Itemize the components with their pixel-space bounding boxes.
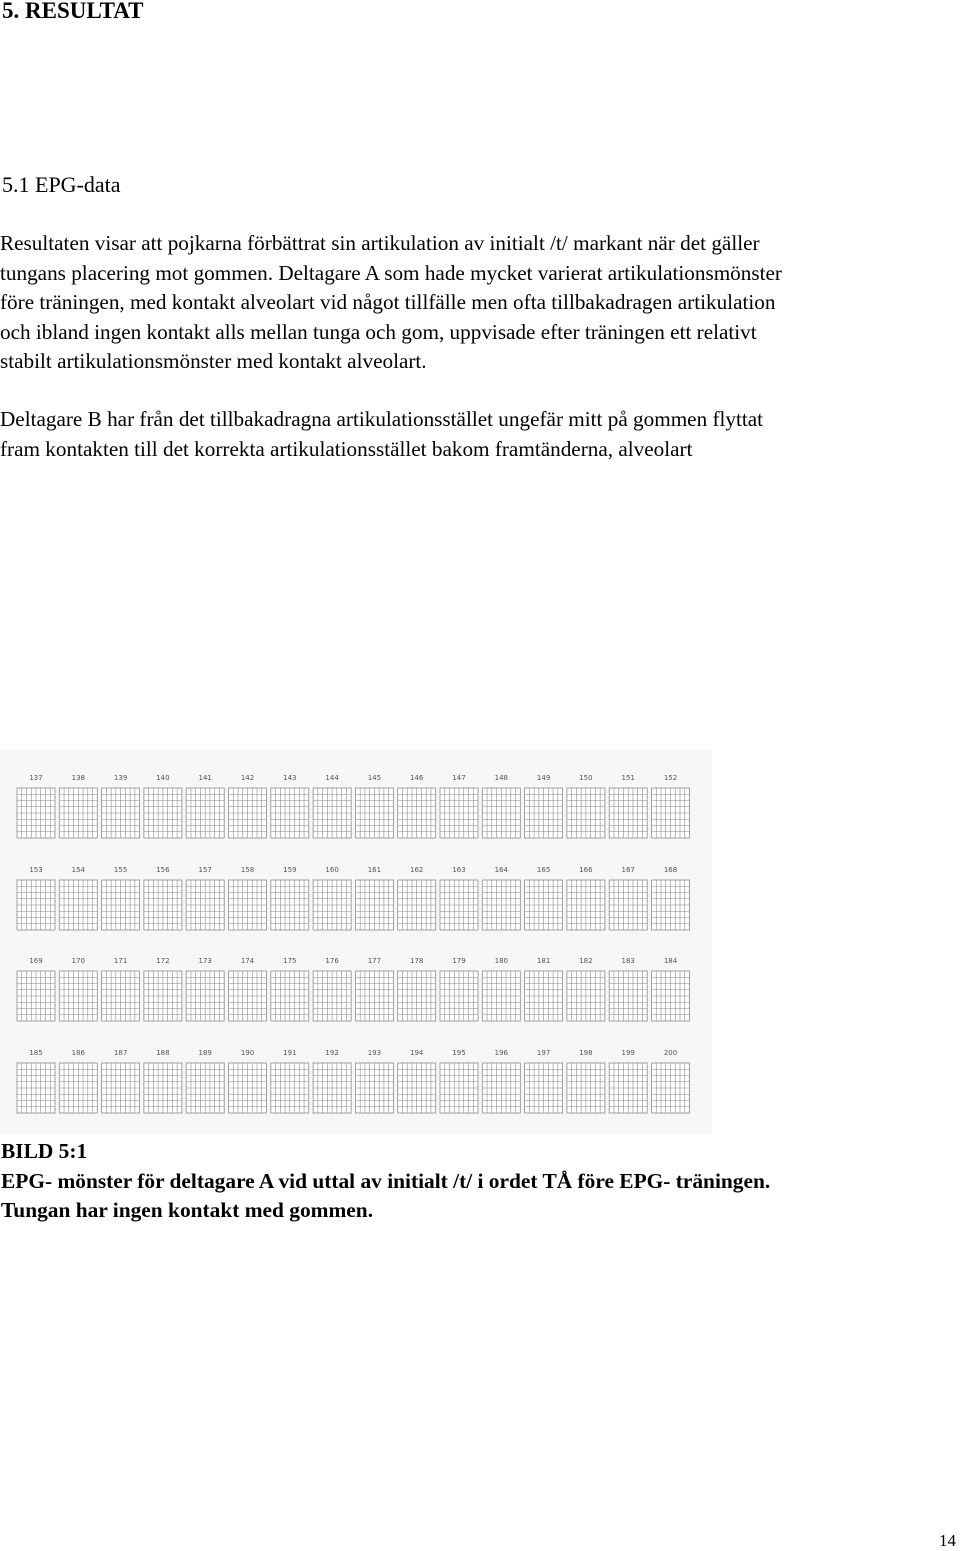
palatogram-frame bbox=[609, 880, 647, 930]
palatogram-frame bbox=[482, 971, 520, 1021]
frame-number-label: 166 bbox=[579, 866, 593, 874]
frame-number-label: 161 bbox=[367, 866, 382, 874]
frame-number-label: 179 bbox=[452, 957, 466, 965]
caption-label: BILD 5:1 bbox=[1, 1139, 88, 1163]
palatogram-frame bbox=[525, 880, 563, 930]
palatogram-frame bbox=[482, 788, 520, 838]
frame-number-label: 151 bbox=[621, 774, 635, 782]
frame-number-label: 191 bbox=[283, 1049, 297, 1057]
epg-frames-figure bbox=[0, 750, 712, 1134]
frame-number-label: 169 bbox=[29, 957, 43, 965]
palatogram-frame bbox=[440, 788, 478, 838]
palatogram-frame bbox=[398, 788, 436, 838]
palatogram-frame bbox=[144, 788, 182, 838]
frame-number-label: 193 bbox=[367, 1049, 382, 1057]
frame-number-label: 178 bbox=[410, 957, 424, 965]
palatogram-frame bbox=[482, 880, 520, 930]
palatogram-frame bbox=[567, 788, 605, 838]
frame-number-label: 177 bbox=[367, 957, 382, 965]
palatogram-frame bbox=[609, 971, 647, 1021]
palatogram-frame bbox=[398, 971, 436, 1021]
palatogram-frame bbox=[398, 1063, 436, 1113]
section-heading: 5. RESULTAT bbox=[2, 0, 144, 23]
frame-number-label: 187 bbox=[113, 1049, 128, 1057]
palatogram-frame bbox=[17, 880, 55, 930]
frame-number-label: 185 bbox=[29, 1049, 43, 1057]
palatogram-frame bbox=[355, 880, 393, 930]
palatogram-frame bbox=[355, 788, 393, 838]
frame-number-label: 181 bbox=[536, 957, 551, 965]
frame-number-label: 163 bbox=[452, 866, 466, 874]
frame-number-label: 141 bbox=[198, 774, 212, 782]
frame-number-label: 155 bbox=[113, 866, 128, 874]
palatogram-frame bbox=[652, 880, 690, 930]
frame-number-label: 165 bbox=[536, 866, 551, 874]
frame-number-label: 156 bbox=[156, 866, 170, 874]
frame-number-label: 188 bbox=[156, 1049, 170, 1057]
frame-number-label: 152 bbox=[663, 774, 678, 782]
frame-number-label: 196 bbox=[494, 1049, 508, 1057]
frame-number-label: 182 bbox=[579, 957, 593, 965]
caption-line: EPG- mönster för deltagare A vid uttal av initialt /t/ i ordet TÅ före EPG- träningen. bbox=[1, 1168, 771, 1193]
frame-number-label: 160 bbox=[325, 866, 339, 874]
paragraph-line: Resultaten visar att pojkarna förbättrat sin artikulation av initialt /t/ markant när det gäller bbox=[0, 231, 760, 255]
frame-number-label: 200 bbox=[663, 1049, 678, 1057]
palatogram-frame bbox=[398, 880, 436, 930]
palatogram-frame bbox=[229, 971, 267, 1021]
frame-number-label: 175 bbox=[283, 957, 297, 965]
frame-number-label: 173 bbox=[198, 957, 212, 965]
palatogram-frame bbox=[609, 788, 647, 838]
palatogram-frame bbox=[271, 971, 309, 1021]
results-paragraph-1 bbox=[0, 229, 960, 377]
frame-number-label: 137 bbox=[29, 774, 43, 782]
paragraph-line: före träningen, med kontakt alveolart vid något tillfälle men ofta tillbakadragen artikulation bbox=[0, 290, 776, 314]
frame-number-label: 198 bbox=[579, 1049, 593, 1057]
frame-number-label: 190 bbox=[240, 1049, 255, 1057]
frame-number-label: 157 bbox=[198, 866, 212, 874]
frame-number-label: 146 bbox=[410, 774, 424, 782]
frame-number-label: 195 bbox=[452, 1049, 466, 1057]
palatogram-frame bbox=[229, 788, 267, 838]
paragraph-line: tungans placering mot gommen. Deltagare A som hade mycket varierat artikulationsmönster bbox=[0, 260, 782, 285]
frame-number-label: 153 bbox=[29, 866, 43, 874]
frame-number-label: 144 bbox=[325, 774, 339, 782]
palatogram-frame bbox=[17, 971, 55, 1021]
frame-number-label: 140 bbox=[156, 774, 170, 782]
palatogram-frame bbox=[144, 1063, 182, 1113]
palatogram-frame bbox=[271, 788, 309, 838]
paragraph-line: fram kontakten till det korrekta artikulationsstället bakom framtänderna, alveolart bbox=[0, 436, 693, 461]
palatogram-frame bbox=[652, 788, 690, 838]
frame-number-label: 174 bbox=[240, 957, 255, 965]
results-paragraph-2 bbox=[0, 405, 960, 464]
palatogram-frame bbox=[271, 880, 309, 930]
frame-number-label: 150 bbox=[579, 774, 593, 782]
palatogram-frame bbox=[186, 788, 224, 838]
palatogram-frame bbox=[652, 971, 690, 1021]
frame-number-label: 180 bbox=[494, 957, 508, 965]
palatogram-frame bbox=[355, 971, 393, 1021]
palatogram-frame bbox=[525, 971, 563, 1021]
palatogram-frame bbox=[440, 971, 478, 1021]
frame-number-label: 171 bbox=[113, 957, 128, 965]
palatogram-frame bbox=[525, 788, 563, 838]
frame-number-label: 149 bbox=[536, 774, 551, 782]
frame-number-label: 158 bbox=[240, 866, 255, 874]
frame-number-label: 167 bbox=[621, 866, 635, 874]
palatogram-frame bbox=[271, 1063, 309, 1113]
frame-number-label: 138 bbox=[71, 774, 85, 782]
palatogram-frame bbox=[17, 788, 55, 838]
palatogram-frame bbox=[313, 1063, 351, 1113]
palatogram-frame bbox=[313, 880, 351, 930]
palatogram-frame bbox=[482, 1063, 520, 1113]
palatogram-frame bbox=[440, 880, 478, 930]
subsection-heading: 5.1 EPG-data bbox=[2, 172, 121, 197]
frame-number-label: 159 bbox=[283, 866, 297, 874]
palatogram-frame bbox=[102, 971, 140, 1021]
paragraph-line: och ibland ingen kontakt alls mellan tunga och gom, uppvisade efter träningen ett relativt bbox=[0, 319, 757, 344]
frame-number-label: 164 bbox=[494, 866, 508, 874]
frame-number-label: 199 bbox=[621, 1049, 635, 1057]
palatogram-frame bbox=[102, 1063, 140, 1113]
palatogram-frame bbox=[59, 880, 97, 930]
palatogram-frame bbox=[652, 1063, 690, 1113]
frame-number-label: 168 bbox=[663, 866, 678, 874]
paragraph-line: stabilt artikulationsmönster med kontakt alveolart. bbox=[0, 349, 427, 373]
palatogram-frame bbox=[59, 971, 97, 1021]
frame-number-label: 162 bbox=[410, 866, 424, 874]
palatogram-frame bbox=[567, 880, 605, 930]
caption-line: Tungan har ingen kontakt med gommen. bbox=[1, 1198, 374, 1222]
frame-number-label: 186 bbox=[71, 1049, 85, 1057]
frame-number-label: 145 bbox=[367, 774, 382, 782]
epg-frames-svg bbox=[0, 750, 712, 1134]
frame-number-label: 170 bbox=[71, 957, 85, 965]
figure-caption bbox=[1, 1137, 770, 1226]
palatogram-frame bbox=[17, 1063, 55, 1113]
frame-number-label: 172 bbox=[156, 957, 170, 965]
palatogram-frame bbox=[186, 1063, 224, 1113]
frame-number-label: 139 bbox=[113, 774, 128, 782]
frame-number-label: 142 bbox=[240, 774, 255, 782]
page-number: 14 bbox=[939, 1531, 956, 1550]
frame-number-label: 189 bbox=[198, 1049, 212, 1057]
palatogram-frame bbox=[229, 880, 267, 930]
frame-number-label: 197 bbox=[536, 1049, 551, 1057]
palatogram-frame bbox=[567, 971, 605, 1021]
palatogram-frame bbox=[186, 971, 224, 1021]
palatogram-frame bbox=[102, 880, 140, 930]
frame-number-label: 184 bbox=[663, 957, 678, 965]
palatogram-frame bbox=[313, 788, 351, 838]
frame-number-label: 192 bbox=[325, 1049, 339, 1057]
frame-number-label: 148 bbox=[494, 774, 508, 782]
frame-number-label: 143 bbox=[283, 774, 297, 782]
palatogram-frame bbox=[313, 971, 351, 1021]
paragraph-line: Deltagare B har från det tillbakadragna artikulationsstället ungefär mitt på gommen flyttat bbox=[0, 407, 764, 431]
palatogram-frame bbox=[59, 1063, 97, 1113]
frame-number-label: 176 bbox=[325, 957, 339, 965]
palatogram-frame bbox=[186, 880, 224, 930]
palatogram-frame bbox=[609, 1063, 647, 1113]
frame-number-label: 147 bbox=[452, 774, 466, 782]
palatogram-frame bbox=[102, 788, 140, 838]
palatogram-frame bbox=[59, 788, 97, 838]
palatogram-frame bbox=[355, 1063, 393, 1113]
frame-number-label: 154 bbox=[71, 866, 85, 874]
palatogram-frame bbox=[525, 1063, 563, 1113]
palatogram-frame bbox=[144, 880, 182, 930]
frame-number-label: 183 bbox=[621, 957, 635, 965]
palatogram-frame bbox=[229, 1063, 267, 1113]
frame-number-label: 194 bbox=[410, 1049, 424, 1057]
palatogram-frame bbox=[567, 1063, 605, 1113]
palatogram-frame bbox=[144, 971, 182, 1021]
palatogram-frame bbox=[440, 1063, 478, 1113]
